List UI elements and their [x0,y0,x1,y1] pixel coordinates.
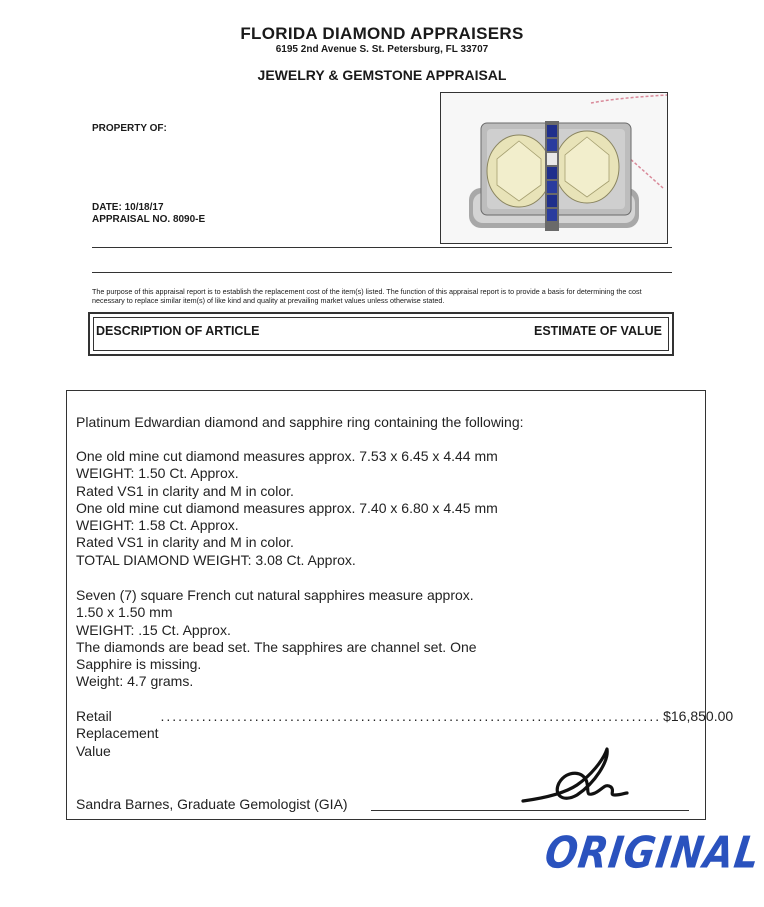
property-of-label: PROPERTY OF: [92,123,167,134]
sapphire-line: 1.50 x 1.50 mm [76,604,173,621]
diamond-line: One old mine cut diamond measures approx. 7.53 x 6.45 x 4.44 mm [76,448,498,464]
ring-image [441,93,667,243]
retail-value-amount: $16,850.00 [663,708,734,724]
diamond-line: WEIGHT: 1.58 Ct. Approx. [76,517,239,534]
appraiser-name: Sandra Barnes, Graduate Gemologist (GIA) [76,796,348,812]
diamond-line: WEIGHT: 1.50 Ct. Approx. [76,465,239,482]
date-field: DATE: 10/18/17 [92,202,164,213]
diamond-line: One old mine cut diamond measures approx. 7.40 x 6.80 x 4.45 mm [76,499,498,516]
property-line-2 [92,272,672,273]
appraisal-number: APPRAISAL NO. 8090-E [92,214,206,225]
signature-line [371,810,689,811]
sapphire-details [76,587,477,691]
diamond-line: TOTAL DIAMOND WEIGHT: 3.08 Ct. Approx. [76,551,356,568]
original-stamp: ORIGINAL [541,827,764,878]
company-name: FLORIDA DIAMOND APPRAISERS [240,24,524,43]
diamond-line: Rated VS1 in clarity and M in color. [76,534,294,551]
diamond-details [76,448,498,569]
sapphire-line: WEIGHT: .15 Ct. Approx. [76,621,231,638]
company-address: 6195 2nd Avenue S. St. Petersburg, FL 33707 [275,44,489,55]
column-header-box [88,312,674,356]
leader-dots: ..................................................................................... [160,708,662,724]
ring-photo [440,92,668,244]
retail-value-label: Retail Replacement Value [76,708,159,759]
description-header: DESCRIPTION OF ARTICLE [96,324,260,338]
diamond-line: Rated VS1 in clarity and M in color. [76,482,294,499]
sapphire-line: The diamonds are bead set. The sapphires are channel set. One [76,638,477,655]
property-line-1 [92,247,672,248]
sapphire-line: Weight: 4.7 grams. [76,673,194,690]
estimate-header: ESTIMATE OF VALUE [533,324,662,338]
purpose-statement: The purpose of this appraisal report is to establish the replacement cost of the item(s) listed. The function of this appraisal report is to provide a basis for determining the cost necessary to replace similar item(s) of like kind and quality at prevailing market values unless otherwise stated. [92,287,642,305]
sapphire-line: Seven (7) square French cut natural sapphires measure approx. [76,587,474,603]
sapphire-line: Sapphire is missing. [76,656,202,673]
item-intro: Platinum Edwardian diamond and sapphire ring containing the following: [76,414,524,430]
document-title: JEWELRY & GEMSTONE APPRAISAL [257,67,507,83]
signature-scribble [515,743,635,813]
